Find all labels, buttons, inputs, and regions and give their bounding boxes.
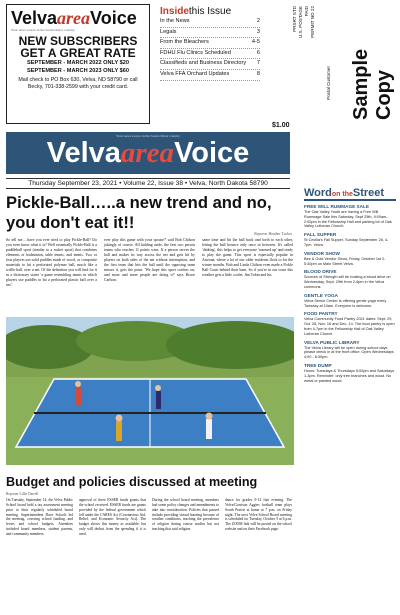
wots-item: GENTLE YOGA Velva Senior Center is offering gentle yoga every Tuesday at 10am. Everyone is welcome. (304, 292, 387, 308)
subscription-headline: NEW SUBSCRIBERS GET A GREAT RATE (18, 34, 138, 60)
lead-column: ever play this game with your spouse?' said Bob Chilson jokingly of course. All kidding aside, the first two person teams who reaches 11 points wins. If a person serves the ball and makes its way across the net and gets hit by players on both sides of the net without interruption, and the first team that hits the ball until the opposing team misses it, gets the point. 'We hope this sport catches on, and more and more people are doing it!' says Bruce Carlson. (104, 238, 195, 282)
issue-price: $1.00 (272, 122, 290, 129)
pickleball-photo (6, 317, 294, 465)
wots-item: VENDOR SHOW Bee & Gold Vendor Show, Friday, October 1st 2-5:30pm on Main Street Velva. (304, 250, 386, 266)
inside-row[interactable]: In the News 2 (160, 17, 260, 28)
wots-item: TREE DUMP Hours: Tuesdays & Thursdays 5:00pm and Saturdays 1-3pm. Reminder: only tree branches and wood. No metal or painted wood. (304, 362, 395, 383)
lead-byline: Reporter Heather Tucker (254, 232, 292, 236)
second-column: approval of three ESSER funds grants that the school received. ESSER funds are grants provided by the federal government which fell under the CARES Act (Coronavirus Aid, Relief, and Economic Security Act). The budget shows this money as available, but only will deduct from the spending if it is used. (79, 498, 146, 536)
lead-column: same time and hit the ball back and forth to each other, letting the ball bounce only once in between. It's called 'dinking', this helps to get everyone 'warmed up' and ready to play the game. This sport is especially popular in Arizona, where a lot of our older residents flock to for the winter months. Bob and Linda Chilson even made a Pickle Ball Court behind their barn. So if you're in our town this weather gets a little cooler, Jim Tobin and his (202, 238, 293, 277)
postal-line: PERMIT NO 22 (310, 6, 315, 38)
inside-title: Insidethis Issue (160, 6, 232, 17)
masthead (6, 132, 290, 174)
lead-headline: Pickle-Ball…..a new trend and no, you don't eat it!! (6, 193, 272, 232)
inside-row[interactable]: Classifieds and Business Directory 7 (160, 59, 260, 70)
wots-item: FREE WILL RUMMAGE SALE The Oak Valley Youth are having a Free Will Rummage Sale this Saturday, Sept 25th, 9:00am-2:00pm in the Fellowship Hall and parking lot of Oak Valley Lutheran Church. (304, 204, 392, 229)
inside-row[interactable]: Legals 3 (160, 28, 260, 39)
inside-this-issue (160, 6, 260, 81)
subscription-mail-info: Mail check to PO Box 630, Velva, ND 58790 or call Becky, 701-338-2599 with your credit card. (18, 77, 138, 90)
subscription-rate-2023: SEPTEMBER - MARCH 2023 ONLY $60 (27, 68, 129, 74)
wots-item: BLOOD DRIVE Sources of Strength will be hosting a blood drive on Wednesday, Sept. 29th from 2-6pm in the Velva commons. (304, 269, 391, 289)
masthead-logo: VelvaareaVoice (46, 137, 250, 169)
second-headline: Budget and policies discussed at meeting (6, 475, 258, 489)
subscription-logo: VelvaareaVoice (11, 8, 137, 28)
inside-row[interactable]: FDHU Flu Clinics Scheduled 6 (160, 49, 260, 60)
dateline: Thursday September 23, 2021 • Volume 22, Issue 38 • Velva, North Dakota 58790 (6, 178, 290, 189)
inside-row[interactable]: Velva FFA Orchard Updates 8 (160, 70, 260, 81)
second-column: On Tuesday, September 14, the Velva Public School board held a tax assessment meeting prior to their regularly scheduled board meeting. Superintendent Dave Schoch led the meeting, covering school funding, and levies and school budgets. Attendees included board members, student parents, and community members. (6, 498, 73, 536)
postal-customer: Postal Customer (326, 66, 331, 100)
masthead-tagline: Your news source in the Souris River country (116, 134, 180, 138)
second-byline: Reporter Lillie Darrell (6, 492, 39, 496)
second-column: During the school board meeting, members had some policy changes and amendments to take into consideration. Policies that passed include providing virtual learning because of weather conditions, teaching the prevalence of religion during course studies but not teaching that said religion. (152, 498, 219, 532)
subscription-promo (6, 4, 150, 124)
lead-story-body (6, 238, 294, 288)
subscription-rate-2022: SEPTEMBER - MARCH 2022 ONLY $20 (27, 60, 129, 66)
wots-title: Wordon theStreet (304, 187, 396, 201)
wots-item: FALL SUPPER St Cecilia's Fall Supper, Sunday September 26, 4-7pm. Velva. (304, 232, 389, 247)
inside-row[interactable]: From the Bleachers 4-5 (160, 38, 260, 49)
wots-item: VELVA PUBLIC LIBRARY The Velva Library will be open during school days please check in at the front office. Open Wednesdays 4:00 - 6:30pm. (304, 339, 394, 360)
second-story-body (6, 498, 294, 537)
word-on-the-street (304, 187, 396, 383)
pickleball-court-illustration (6, 317, 294, 465)
postal-line: PAID (304, 6, 309, 17)
second-column: dance for grades 9-12 that evening. The Velva/Garrison Aggies football team plays South Prairie at home at 7 p.m. on Friday night. The next Velva School Board meeting is scheduled for Tuesday, October 5 at 6 p.m. The ZOOM link will be posted on the school website and on their Facebook page. (225, 498, 292, 532)
wots-item: FOOD PANTRY Velva Community Food Pantry 2021 dates: Sept. 29, Oct. 26, Nov. 16 and Dec. 14. The food pantry is open from 4-7pm in the Fellowship Hall of Oak Valley Lutheran Church. (304, 311, 395, 336)
lead-column: So tell me….have you ever tried to play Pickle-Ball? Do you even know what it is? Well essentially Pickle-Ball is a paddleball sport (similar to a racket sport) that combines elements of badminton, table tennis, and tennis. Two or four players use solid paddles made of wood, or composite materials to hit a perforated polymer ball, much like a wiffle ball, over a net. Of the definition you will find for it in a dictionary states 'a game resembling tennis in which players use paddles to hit a perforated plastic ball over a net.' (6, 238, 97, 287)
postal-indicia (290, 6, 338, 154)
subscription-tagline: Your news source in the Souris River country (11, 28, 75, 32)
sample-copy-label: Sample Copy (350, 48, 395, 120)
postal-line: PRSRT STD (292, 6, 297, 32)
postal-line: U.S. POSTAGE (298, 6, 303, 39)
